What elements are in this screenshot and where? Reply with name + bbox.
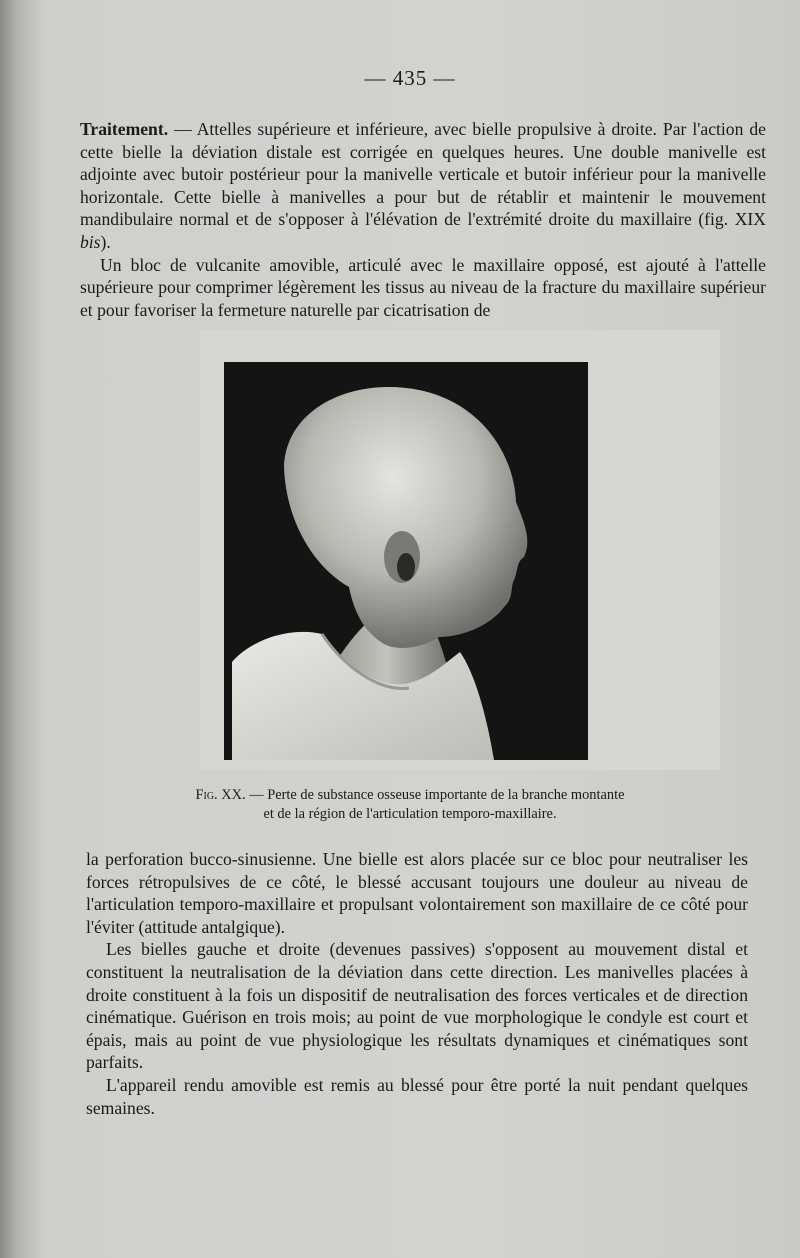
traitement-heading: Traitement.	[80, 119, 169, 139]
photo-illustration	[224, 362, 588, 760]
fig-ref-bis: bis	[80, 231, 101, 252]
appareil-paragraph: L'appareil rendu amovible est remis au blessé pour être porté la nuit pendant quelques semaines.	[86, 1074, 748, 1118]
caption-line-1	[140, 786, 680, 805]
page-number: — 435 —	[364, 66, 456, 90]
top-text-block	[80, 118, 766, 321]
bielles-paragraph: Les bielles gauche et droite (devenues passives) s'opposent au mouvement distal et constituent la neutralisation de la déviation dans cette direction. Les manivelles placées à droite constituent à la fois un dispositif de neutralisation des forces verticales et de direction cinématique. Guérison en trois mois; au point de vue morphologique le condyle est court et épais, mais au point de vue physiologique les résultats dynamiques et cinématiques sont parfaits.	[86, 939, 748, 1073]
vulcanite-paragraph: Un bloc de vulcanite amovible, articulé avec le maxillaire opposé, est ajouté à l'attelle supérieure pour comprimer légèrement les tissus au niveau de la fracture du maxillaire supérieur et pour favoriser la fermeture naturelle par cicatrisation de	[80, 254, 766, 320]
patient-profile-photo	[224, 362, 588, 760]
figure-label: Fig. XX.	[195, 787, 246, 803]
fig-ref-close: ).	[100, 231, 111, 252]
traitement-paragraph	[80, 118, 766, 254]
bottom-text-block	[86, 848, 748, 1119]
caption-text-1: — Perte de substance osseuse importante de la branche montante	[245, 787, 625, 803]
caption-line-2: et de la région de l'articulation temporo-maxillaire.	[263, 806, 557, 822]
figure-caption	[140, 786, 680, 824]
perforation-paragraph: la perforation bucco-sinusienne. Une bielle est alors placée sur ce bloc pour neutraliser les forces rétropulsives de ce côté, le blessé accusant toujours une douleur au niveau de l'articulation temporo-maxillaire et propulsant volontairement son maxillaire de ce côté pour l'éviter (attitude antalgique).	[86, 849, 748, 937]
traitement-body: — Attelles supérieure et inférieure, avec bielle propulsive à droite. Par l'action de cette bielle la déviation distale est corrigée en quelques heures. Une double manivelle est adjointe avec butoir postérieur pour la manivelle verticale et butoir inférieur pour la manivelle horizontale. Cette bielle à manivelles a pour but de rétablir et maintenir le mouvement mandibulaire normal et de s'opposer à l'élévation de l'extrémité droite du maxillaire (fig. XIX	[80, 119, 766, 230]
